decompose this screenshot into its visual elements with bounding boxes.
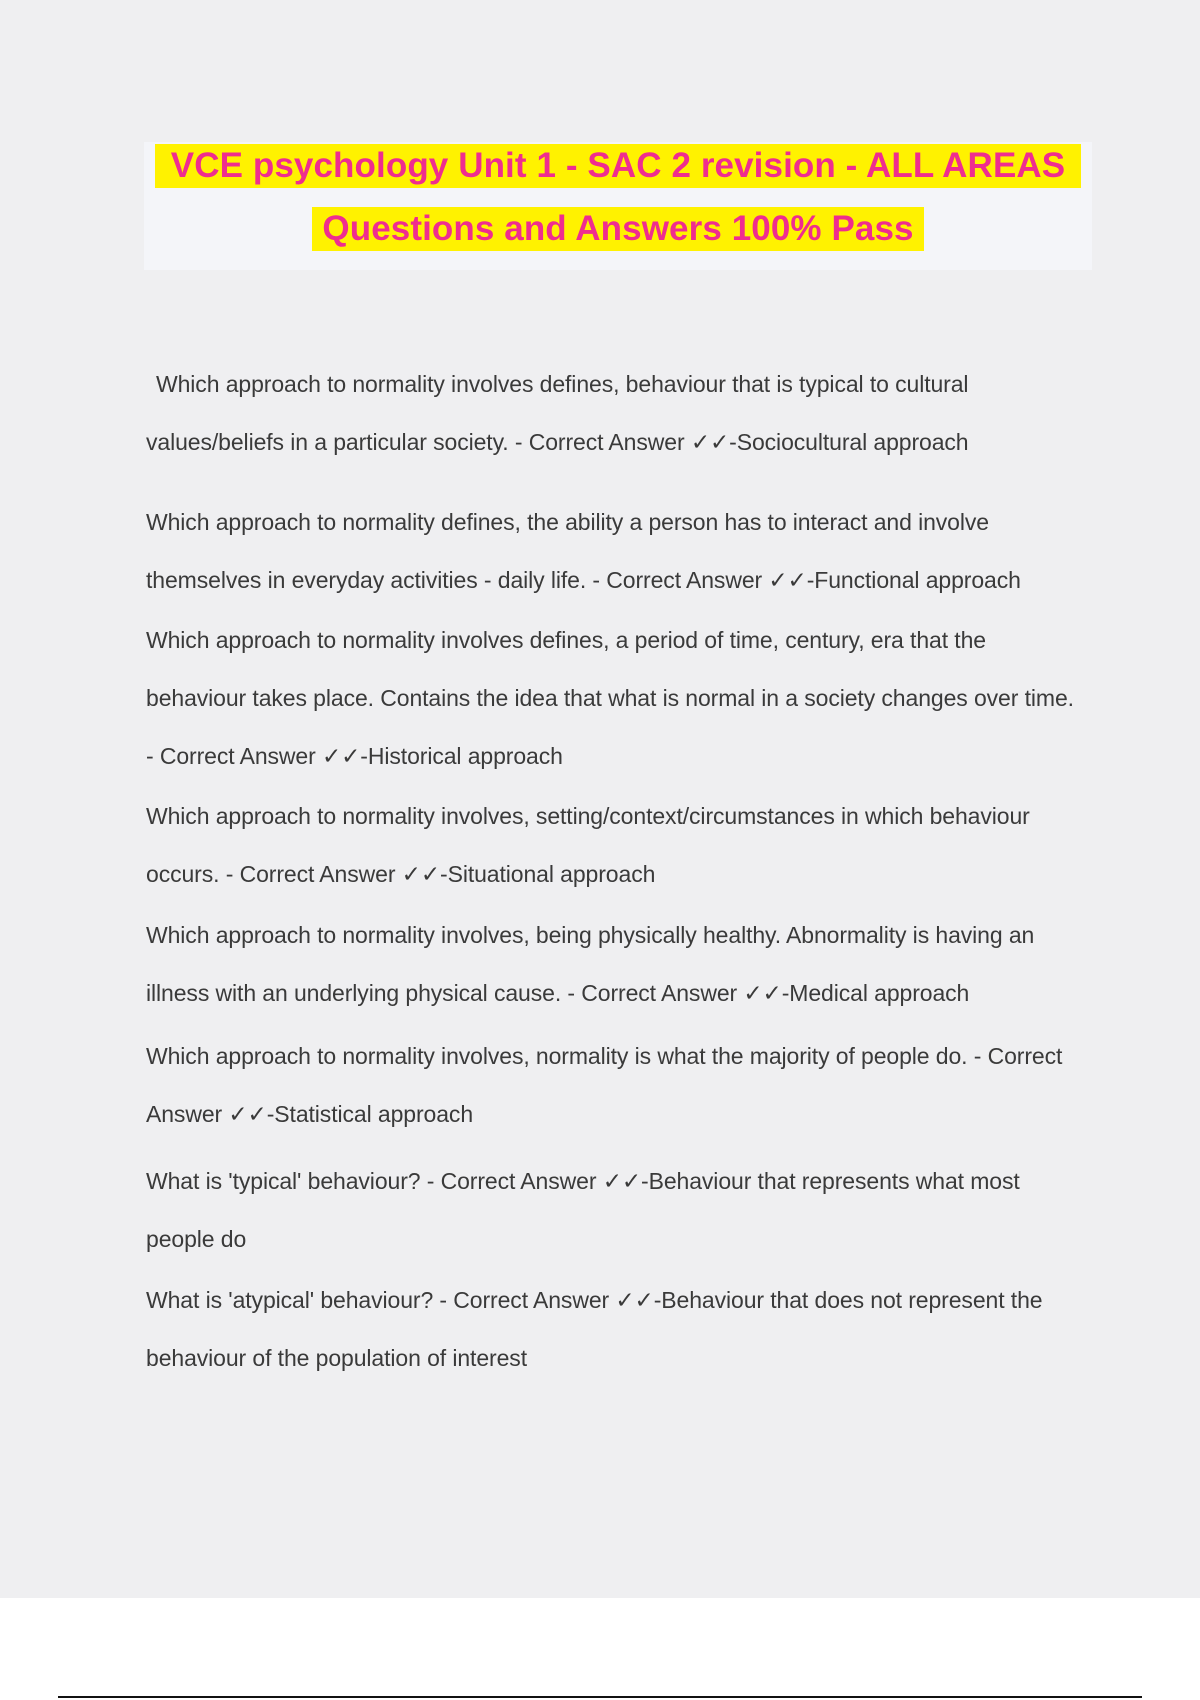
qa-text: What is 'atypical' behaviour? - Correct Answer ✓✓-Behaviour that does not represent the behaviour of the population of interest	[146, 1287, 1043, 1371]
qa-item	[146, 787, 1086, 903]
qa-text: Which approach to normality involves, setting/context/circumstances in which behaviour occurs. - Correct Answer ✓✓-Situational approach	[146, 803, 1030, 887]
title-block	[144, 142, 1092, 270]
qa-item	[146, 611, 1086, 785]
qa-item	[146, 906, 1086, 1022]
qa-text: Which approach to normality involves defines, a period of time, century, era that the behaviour takes place. Contains the idea that what is normal in a society changes over time. - Correct Answer ✓✓-Historical approach	[146, 627, 1074, 769]
title-line-1: VCE psychology Unit 1 - SAC 2 revision - ALL AREAS	[155, 144, 1081, 188]
qa-item	[146, 1271, 1086, 1387]
qa-text: Which approach to normality involves defines, behaviour that is typical to cultural values/beliefs in a particular society. - Correct Answer ✓✓-Sociocultural approach	[146, 371, 969, 455]
qa-item	[146, 1152, 1086, 1268]
footer-divider	[58, 1696, 1142, 1698]
title-line-2: Questions and Answers 100% Pass	[312, 207, 924, 251]
qa-text: Which approach to normality involves, being physically healthy. Abnormality is having an illness with an underlying physical cause. - Correct Answer ✓✓-Medical approach	[146, 922, 1035, 1006]
qa-item	[146, 355, 1086, 471]
qa-text: Which approach to normality defines, the ability a person has to interact and involve themselves in everyday activities - daily life. - Correct Answer ✓✓-Functional approach	[146, 509, 1021, 593]
qa-text: Which approach to normality involves, normality is what the majority of people do. - Correct Answer ✓✓-Statistical approach	[146, 1043, 1063, 1127]
qa-text: What is 'typical' behaviour? - Correct Answer ✓✓-Behaviour that represents what most people do	[146, 1168, 1020, 1252]
qa-item	[146, 1027, 1086, 1143]
qa-item	[146, 493, 1086, 609]
